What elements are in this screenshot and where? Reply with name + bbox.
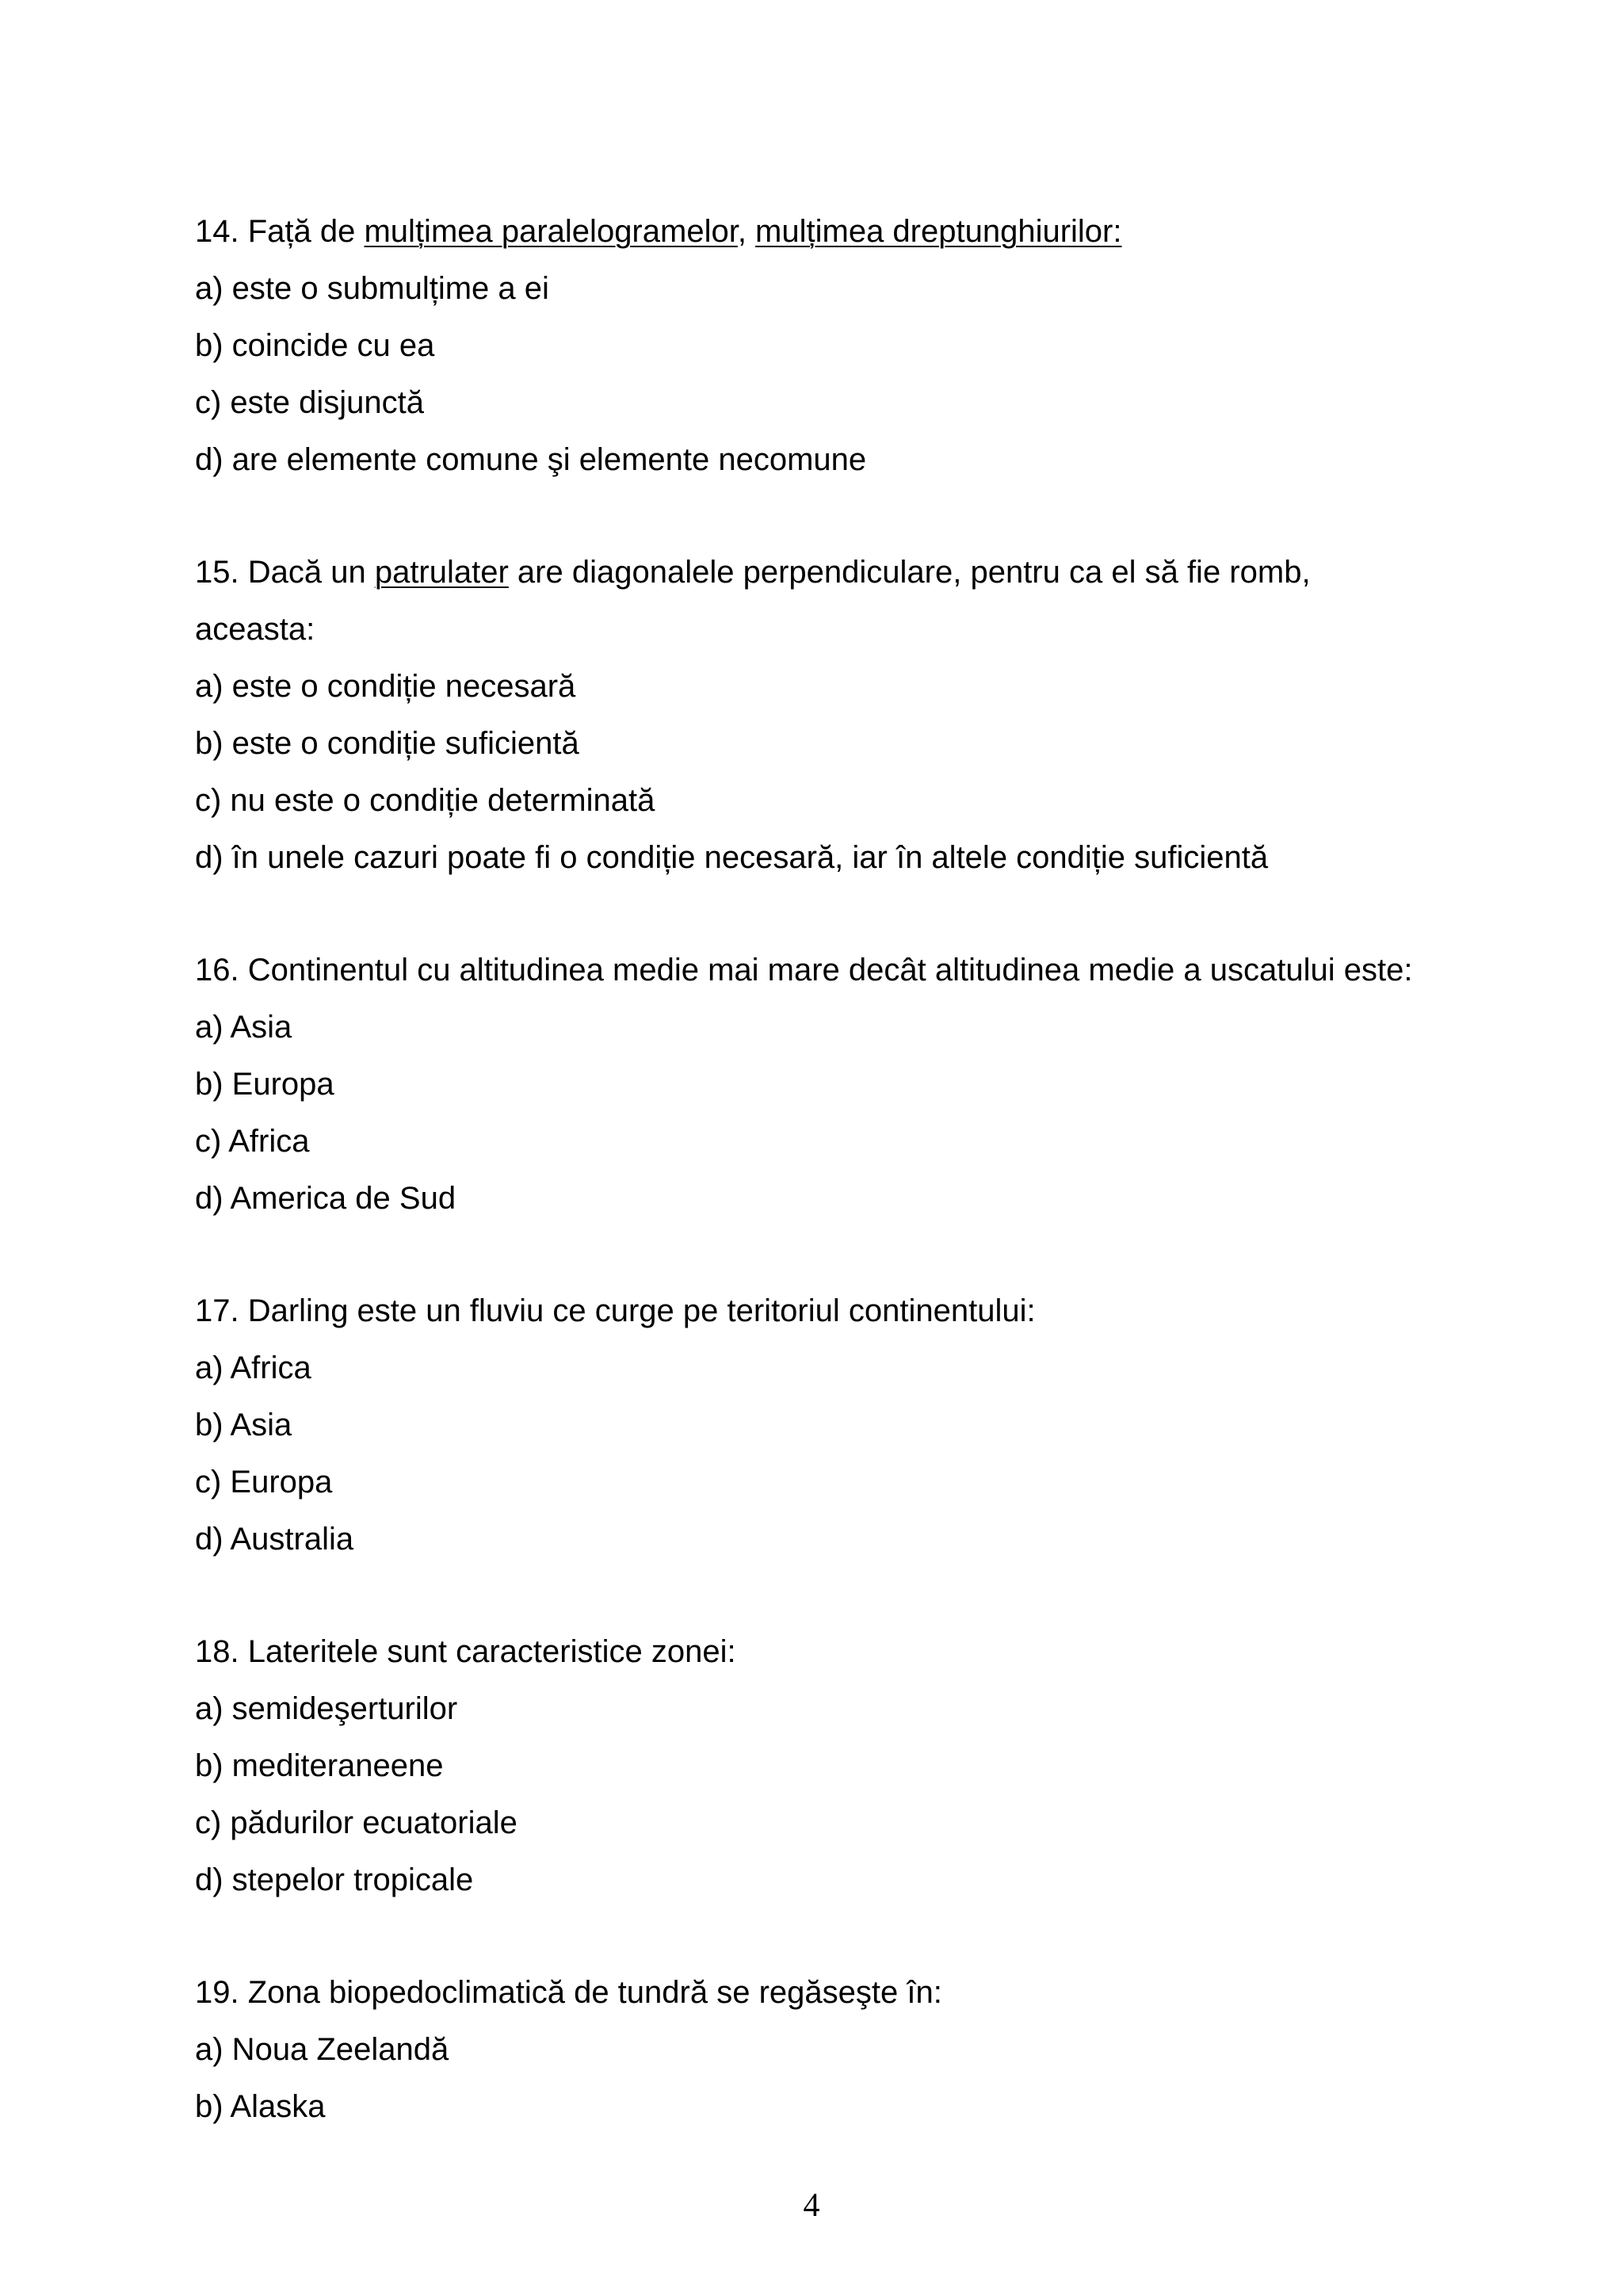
answer-option: b) coincide cu ea bbox=[195, 328, 435, 363]
stem-underlined-text: mulțimea paralelogramelor bbox=[364, 214, 738, 249]
stem-text: , bbox=[737, 214, 756, 249]
page-number: 4 bbox=[803, 2187, 820, 2224]
stem-underlined-text: patrulater bbox=[374, 555, 509, 590]
answer-option: a) este o submulțime a ei bbox=[195, 271, 549, 306]
answer-option: b) este o condiție suficientă bbox=[195, 726, 579, 761]
answer-option: b) Asia bbox=[195, 1408, 292, 1442]
answer-option: a) Noua Zeelandă bbox=[195, 2032, 449, 2067]
answer-option: a) Africa bbox=[195, 1350, 311, 1385]
answer-option: a) Asia bbox=[195, 1010, 292, 1045]
question-16 bbox=[195, 942, 1542, 1227]
question-stem-continuation: aceasta: bbox=[195, 612, 315, 647]
answer-option: c) nu este o condiție determinată bbox=[195, 783, 655, 818]
stem-underlined-text: mulțimea dreptunghiurilor: bbox=[755, 214, 1122, 249]
answer-option: d) America de Sud bbox=[195, 1181, 456, 1216]
question-14 bbox=[195, 203, 1542, 488]
document-page bbox=[195, 203, 1542, 2135]
answer-option: c) pădurilor ecuatoriale bbox=[195, 1805, 517, 1840]
answer-option: d) Australia bbox=[195, 1522, 354, 1557]
answer-option: d) are elemente comune şi elemente necomune bbox=[195, 442, 867, 477]
answer-option: b) Alaska bbox=[195, 2089, 326, 2124]
question-18 bbox=[195, 1623, 1542, 1908]
answer-option: d) stepelor tropicale bbox=[195, 1862, 474, 1897]
question-17 bbox=[195, 1282, 1542, 1568]
question-stem: 18. Lateritele sunt caracteristice zonei: bbox=[195, 1634, 736, 1669]
stem-text: are diagonalele perpendiculare, pentru ca el să fie romb, bbox=[508, 555, 1311, 590]
stem-text: 15. Dacă un bbox=[195, 555, 375, 590]
question-stem bbox=[195, 203, 1542, 260]
question-stem: 17. Darling este un fluviu ce curge pe teritoriul continentului: bbox=[195, 1293, 1036, 1328]
question-stem: 19. Zona biopedoclimatică de tundră se regăseşte în: bbox=[195, 1975, 942, 2010]
answer-option: b) Europa bbox=[195, 1067, 334, 1102]
question-stem: 16. Continentul cu altitudinea medie mai mare decât altitudinea medie a uscatului este: bbox=[195, 953, 1413, 988]
answer-option: c) Europa bbox=[195, 1465, 333, 1499]
answer-option: b) mediteraneene bbox=[195, 1748, 444, 1783]
answer-option: a) este o condiție necesară bbox=[195, 669, 576, 704]
answer-option: c) este disjunctă bbox=[195, 385, 425, 420]
question-19 bbox=[195, 1964, 1542, 2135]
question-15 bbox=[195, 544, 1542, 886]
answer-option: d) în unele cazuri poate fi o condiție necesară, iar în altele condiție suficientă bbox=[195, 840, 1269, 875]
answer-option: c) Africa bbox=[195, 1124, 310, 1159]
stem-text: 14. Față de bbox=[195, 214, 365, 249]
question-stem bbox=[195, 544, 1542, 601]
answer-option: a) semideşerturilor bbox=[195, 1691, 458, 1726]
